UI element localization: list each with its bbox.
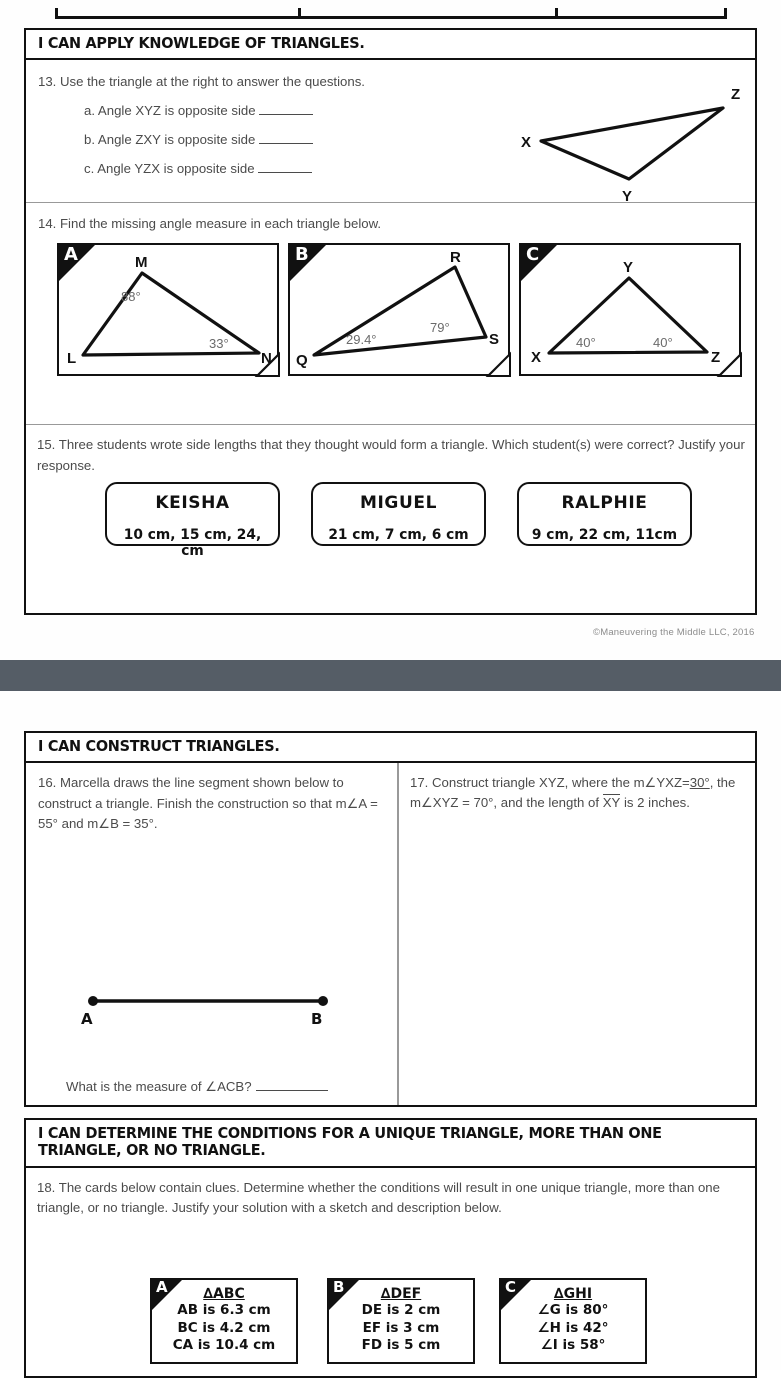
section-apply-knowledge	[24, 28, 757, 615]
angle-label-s: 79°	[430, 320, 450, 336]
angle-label-x: 40°	[576, 335, 596, 351]
clue-line: ∠H is 42°	[537, 1319, 609, 1336]
angle-label-z: 40°	[653, 335, 673, 351]
student-card-keisha	[105, 482, 280, 560]
clue-card-letter-c: C	[505, 1277, 517, 1296]
q15-prompt: 15. Three students wrote side lengths that they thought would form a triangle. Which student(s) were correct? Justify your response.	[37, 437, 745, 473]
clue-line: BC is 4.2 cm	[177, 1319, 271, 1336]
answer-blank-a[interactable]	[259, 103, 313, 115]
vertex-label-y: Y	[623, 259, 634, 277]
student-sides: 9 cm, 22 cm, 11cm	[531, 527, 678, 544]
clue-card-title-a: ∆ABC	[203, 1285, 245, 1302]
triangle-xyz-figure	[481, 66, 761, 206]
vertex-label-y: Y	[622, 188, 633, 206]
card-letter-a: A	[64, 244, 78, 266]
q13-item-b	[84, 127, 313, 153]
vertex-label-n: N	[261, 350, 272, 368]
angle-label-m: 88°	[121, 289, 141, 305]
clue-card-letter-a: A	[156, 1277, 168, 1296]
q17-segment-xy: XY	[602, 795, 621, 811]
question-15	[26, 425, 755, 613]
q13-item-c	[84, 156, 312, 182]
q14-prompt: 14. Find the missing angle measure in each triangle below.	[38, 216, 382, 232]
section-construct-triangles	[24, 731, 757, 1107]
vertex-label-r: R	[450, 249, 461, 267]
clue-card-c	[499, 1278, 647, 1364]
table-tick	[298, 8, 301, 18]
vertex-label-x: X	[521, 134, 532, 152]
q13-prompt: 13. Use the triangle at the right to answer the questions.	[38, 74, 365, 90]
q17-underlined-angle: 30°	[689, 775, 710, 791]
clue-line: AB is 6.3 cm	[177, 1301, 271, 1318]
q17-prompt-part1: 17. Construct triangle XYZ, where the m∠YXZ=	[410, 775, 690, 791]
student-name: KEISHA	[155, 493, 230, 514]
segment-endpoint-label-b: B	[311, 1010, 323, 1029]
q13-item-a	[84, 98, 313, 124]
table-tick	[55, 8, 58, 18]
clue-card-b	[327, 1278, 475, 1364]
question-14	[26, 203, 755, 425]
clue-line: ∠I is 58°	[540, 1337, 606, 1354]
vertex-label-x: X	[531, 349, 542, 367]
section-unique-triangle-conditions	[24, 1118, 757, 1378]
clue-line: FD is 5 cm	[361, 1337, 441, 1354]
student-name: MIGUEL	[359, 493, 438, 514]
q17-prompt-part2: , the m∠XYZ = 70°, and the length of	[410, 775, 736, 811]
clue-line: ∠G is 80°	[537, 1301, 609, 1318]
vertex-label-l: L	[67, 350, 77, 368]
clue-line: CA is 10.4 cm	[172, 1337, 276, 1354]
student-card-miguel	[311, 482, 486, 546]
segment-endpoint-label-a: A	[81, 1010, 93, 1029]
clue-card-letter-b: B	[333, 1277, 345, 1296]
column-divider	[397, 763, 399, 1105]
q16-followup	[66, 1077, 328, 1097]
vertex-label-z: Z	[731, 86, 741, 104]
clue-line: EF is 3 cm	[362, 1319, 440, 1336]
q13-item-c-text: c. Angle YZX is opposite side	[84, 161, 255, 177]
question-13	[26, 60, 755, 206]
copyright-notice: ©Maneuvering the Middle LLC, 2016	[593, 627, 755, 638]
clue-line: DE is 2 cm	[361, 1301, 441, 1318]
folded-corner-icon	[719, 354, 741, 376]
angle-label-n: 33°	[209, 336, 229, 352]
answer-blank-b[interactable]	[259, 132, 313, 144]
vertex-label-q: Q	[296, 352, 308, 370]
question-16-17-row	[26, 763, 755, 1105]
top-table-remnant	[55, 8, 727, 18]
segment-ab-figure	[81, 991, 341, 1021]
triangle-card-a	[57, 243, 279, 376]
card-letter-c: C	[526, 244, 540, 266]
folded-corner-icon	[257, 354, 279, 376]
student-sides: 10 cm, 15 cm, 24, cm	[123, 527, 262, 560]
clue-card-a	[150, 1278, 298, 1364]
q18-prompt: 18. The cards below contain clues. Determine whether the conditions will result in one unique triangle, more than one triangle, or no triangle. Justify your solution with a sketch and description below.	[37, 1179, 720, 1216]
table-tick	[724, 8, 727, 18]
section3-header	[26, 1120, 755, 1168]
triangle-card-c	[519, 243, 741, 376]
q17-prompt-part3: is 2 inches.	[623, 795, 690, 811]
vertex-label-s: S	[489, 331, 500, 349]
page-divider-bar	[0, 660, 781, 691]
section2-header-text: I CAN CONSTRUCT TRIANGLES.	[38, 737, 280, 755]
q13-item-b-text: b. Angle ZXY is opposite side	[84, 132, 256, 148]
student-name: RALPHIE	[561, 493, 648, 514]
clue-card-title-b: ∆DEF	[380, 1285, 422, 1302]
section2-header	[26, 733, 755, 763]
student-sides: 21 cm, 7 cm, 6 cm	[328, 527, 469, 544]
q16-prompt: 16. Marcella draws the line segment shown below to construct a triangle. Finish the construction so that m∠A = 55° and m∠B = 35°.	[38, 775, 378, 832]
q16-followup-text: What is the measure of ∠ACB?	[66, 1079, 252, 1095]
q17-prompt	[410, 773, 740, 813]
q13-item-a-text: a. Angle XYZ is opposite side	[84, 103, 256, 119]
angle-label-q: 29.4°	[346, 332, 377, 348]
question-18	[26, 1168, 755, 1358]
student-card-ralphie	[517, 482, 692, 546]
vertex-label-z: Z	[711, 349, 721, 367]
section1-header	[26, 30, 755, 60]
section1-header-text: I CAN APPLY KNOWLEDGE OF TRIANGLES.	[38, 34, 365, 52]
section3-header-text: I CAN DETERMINE THE CONDITIONS FOR A UNIQUE TRIANGLE, MORE THAN ONE TRIANGLE, OR NO TRIANGLE.	[38, 1124, 662, 1160]
vertex-label-m: M	[135, 254, 148, 272]
table-top-border	[55, 16, 727, 19]
clue-card-title-c: ∆GHI	[553, 1285, 593, 1302]
answer-blank-acb[interactable]	[256, 1079, 328, 1091]
triangle-card-b	[288, 243, 510, 376]
card-letter-b: B	[295, 244, 309, 266]
answer-blank-c[interactable]	[258, 161, 312, 173]
folded-corner-icon	[488, 354, 510, 376]
table-tick	[555, 8, 558, 18]
